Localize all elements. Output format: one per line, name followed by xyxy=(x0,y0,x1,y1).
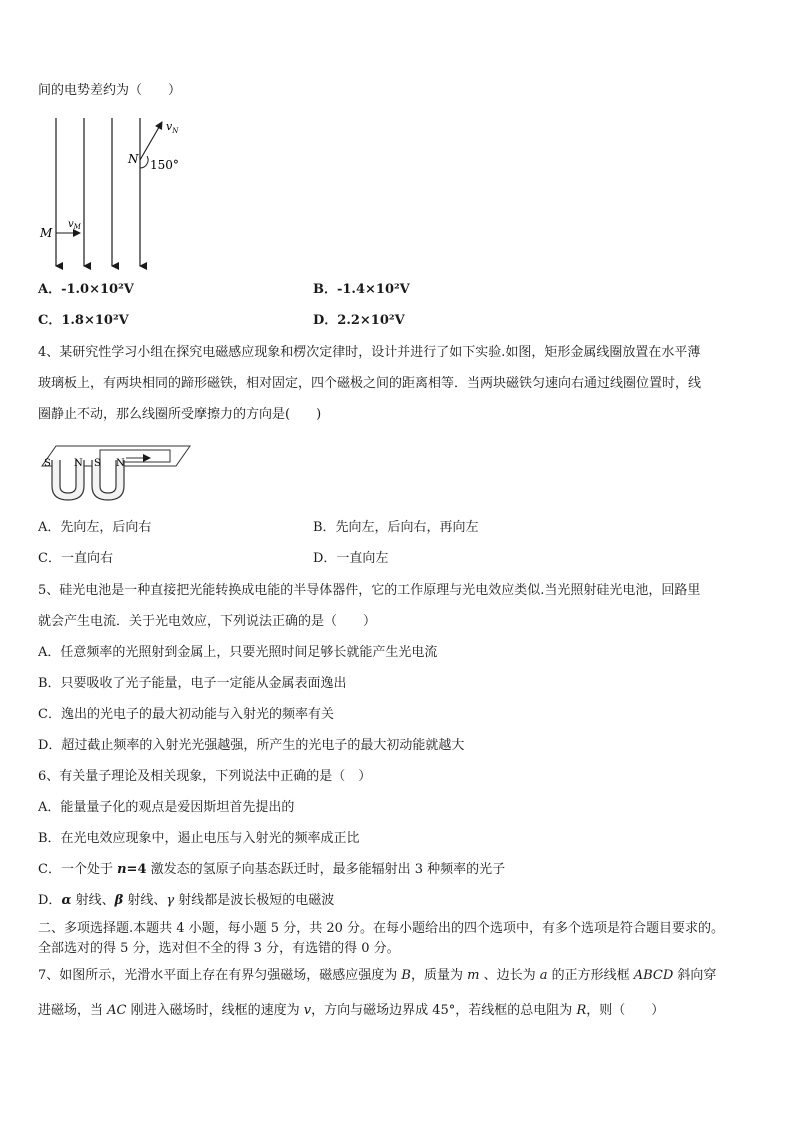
q4-option-b[interactable]: B．先向左，后向右，再向左 xyxy=(313,520,479,535)
q6-option-d[interactable]: D．α 射线、β 射线、γ 射线都是波长极短的电磁波 xyxy=(38,893,335,908)
q5-option-c[interactable]: C．逸出的光电子的最大初动能与入射光的频率有关 xyxy=(38,707,334,722)
q4-option-c[interactable]: C．一直向右 xyxy=(38,551,113,566)
n-label: N xyxy=(128,152,139,166)
q3-option-a[interactable]: A．-1.0×10²V xyxy=(38,282,134,297)
q4-stem-line3: 圈静止不动，那么线圈所受摩擦力的方向是( ) xyxy=(38,407,322,422)
section2-header-line1: 二、多项选择题.本题共 4 小题，每小题 5 分，共 20 分。在每小题给出的四个选项中，有多个选项是符合题目要求的。 xyxy=(38,921,725,936)
q3-stem-tail: 间的电势差约为（ ） xyxy=(38,83,182,98)
q6-option-b[interactable]: B．在光电效应现象中，遏止电压与入射光的频率成正比 xyxy=(38,831,360,846)
vn-arrow xyxy=(140,122,162,160)
pole-3: S xyxy=(94,458,101,469)
q3-option-c[interactable]: C．1.8×10²V xyxy=(38,313,129,328)
q7-stem-line2: 进磁场，当 AC 刚进入磁场时，线框的速度为 v，方向与磁场边界成 45°，若线框的总电阻为 R，则（ ） xyxy=(38,1003,665,1018)
q4-stem-line1: 4、某研究性学习小组在探究电磁感应现象和楞次定律时，设计并进行了如下实验.如图，矩形金属线圈放置在水平薄 xyxy=(38,345,701,360)
angle-label: 150° xyxy=(150,158,179,172)
q4-stem-line2: 玻璃板上，有两块相同的蹄形磁铁，相对固定，四个磁极之间的距离相等．当两块磁铁匀速向右通过线圈位置时，线 xyxy=(38,376,702,391)
q5-option-a[interactable]: A．任意频率的光照射到金属上，只要光照时间足够长就能产生光电流 xyxy=(38,645,438,660)
vm-label: $v_M$ xyxy=(68,219,81,231)
vn-label: $v_N$ xyxy=(166,120,179,135)
q5-option-b[interactable]: B．只要吸收了光子能量，电子一定能从金属表面逸出 xyxy=(38,676,347,691)
magnet-2-inner xyxy=(100,460,116,493)
q5-option-d[interactable]: D．超过截止频率的入射光光强越强，所产生的光电子的最大初动能就越大 xyxy=(38,738,465,753)
m-label: M xyxy=(40,226,53,240)
q5-stem-line2: 就会产生电流．关于光电效应，下列说法正确的是（ ） xyxy=(38,614,377,629)
q3-figure xyxy=(36,110,196,270)
q7-stem-line1: 7、如图所示，光滑水平面上存在有界匀强磁场，磁感应强度为 B，质量为 m 、边长为 a 的正方形线框 ABCD 斜向穿 xyxy=(38,968,717,983)
q6-stem: 6、有关量子理论及相关现象，下列说法中正确的是（ ） xyxy=(38,769,372,784)
pole-1: S xyxy=(44,458,51,469)
section2-header-line2: 全部选对的得 5 分，选对但不全的得 3 分，有选错的得 0 分。 xyxy=(38,941,400,956)
pole-2: N xyxy=(74,458,83,469)
pole-4: N xyxy=(116,458,125,469)
q4-option-d[interactable]: D．一直向左 xyxy=(313,551,389,566)
q4-figure xyxy=(38,436,194,506)
q5-stem-line1: 5、硅光电池是一种直接把光能转换成电能的半导体器件，它的工作原理与光电效应类似.当光照射硅光电池，回路里 xyxy=(38,583,701,598)
q3-option-d[interactable]: D．2.2×10²V xyxy=(313,313,405,328)
q6-option-a[interactable]: A．能量量子化的观点是爱因斯坦首先提出的 xyxy=(38,800,295,815)
q6-option-c[interactable]: C．一个处于 n=4 激发态的氢原子向基态跃迁时，最多能辐射出 3 种频率的光子 xyxy=(38,862,506,877)
q4-option-a[interactable]: A．先向左，后向右 xyxy=(38,520,152,535)
q3-option-b[interactable]: B．-1.4×10²V xyxy=(313,282,410,297)
